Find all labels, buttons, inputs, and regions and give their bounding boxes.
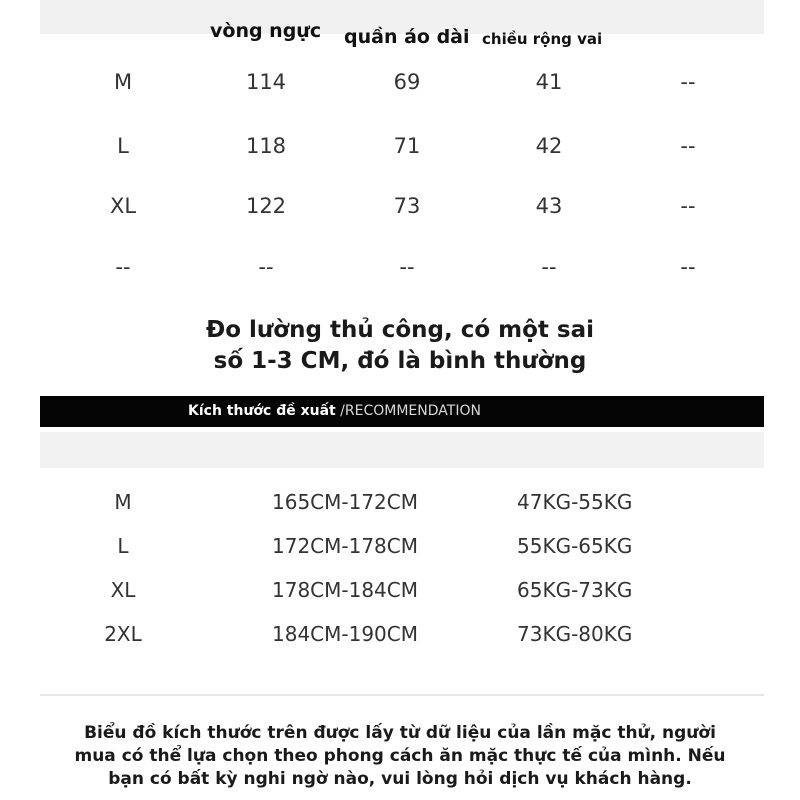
table-cell: -- [680, 134, 696, 158]
table-cell: 114 [245, 70, 287, 94]
table-cell: -- [680, 194, 696, 218]
table-cell: XL [110, 578, 136, 602]
table-cell: 65KG-73KG [517, 578, 633, 602]
recommendation-subtitle: /RECOMMENDATION [335, 403, 481, 419]
table-cell: 47KG-55KG [517, 490, 633, 514]
table-cell: 165CM-172CM [272, 490, 419, 514]
recommendation-band [40, 432, 764, 468]
table-cell: 71 [393, 134, 421, 158]
footer-note-line: bạn có bất kỳ nghi ngờ nào, vui lòng hỏi dịch vụ khách hàng. [108, 769, 692, 789]
table-cell: 43 [535, 194, 563, 218]
table-cell: L [117, 134, 129, 158]
measurement-note-line: số 1-3 CM, đó là bình thường [213, 348, 587, 374]
header-shoulder: chiều rộng vai [482, 30, 603, 48]
table-cell: -- [258, 255, 274, 279]
recommendation-title-text: Kích thước đề xuất [188, 403, 336, 419]
table-cell: L [117, 534, 129, 558]
table-cell: 55KG-65KG [517, 534, 633, 558]
recommendation-title [188, 403, 481, 419]
table-cell: 69 [393, 70, 421, 94]
header-chest: vòng ngực [210, 20, 322, 42]
table-cell: -- [115, 255, 131, 279]
divider [40, 694, 764, 696]
table-cell: M [114, 490, 132, 514]
table-cell: 73KG-80KG [517, 622, 633, 646]
footer-note-line: mua có thể lựa chọn theo phong cách ăn mặc thực tế của mình. Nếu [74, 746, 726, 766]
table-cell: -- [680, 255, 696, 279]
table-cell: 41 [535, 70, 563, 94]
table-cell: 73 [393, 194, 421, 218]
table-cell: 122 [245, 194, 287, 218]
table-cell: -- [399, 255, 415, 279]
table-cell: -- [541, 255, 557, 279]
table-cell: 172CM-178CM [272, 534, 419, 558]
header-length: quần áo dài [344, 26, 470, 48]
table-cell: 42 [535, 134, 563, 158]
table-cell: -- [680, 70, 696, 94]
table-cell: XL [109, 194, 137, 218]
table-cell: 118 [245, 134, 287, 158]
measurement-note-line: Đo lường thủ công, có một sai [205, 317, 595, 343]
footer-note-line: Biểu đồ kích thước trên được lấy từ dữ liệu của lần mặc thử, người [84, 723, 716, 743]
table-cell: M [113, 70, 133, 94]
table-cell: 184CM-190CM [272, 622, 419, 646]
table-cell: 178CM-184CM [272, 578, 419, 602]
table-cell: 2XL [104, 622, 142, 646]
